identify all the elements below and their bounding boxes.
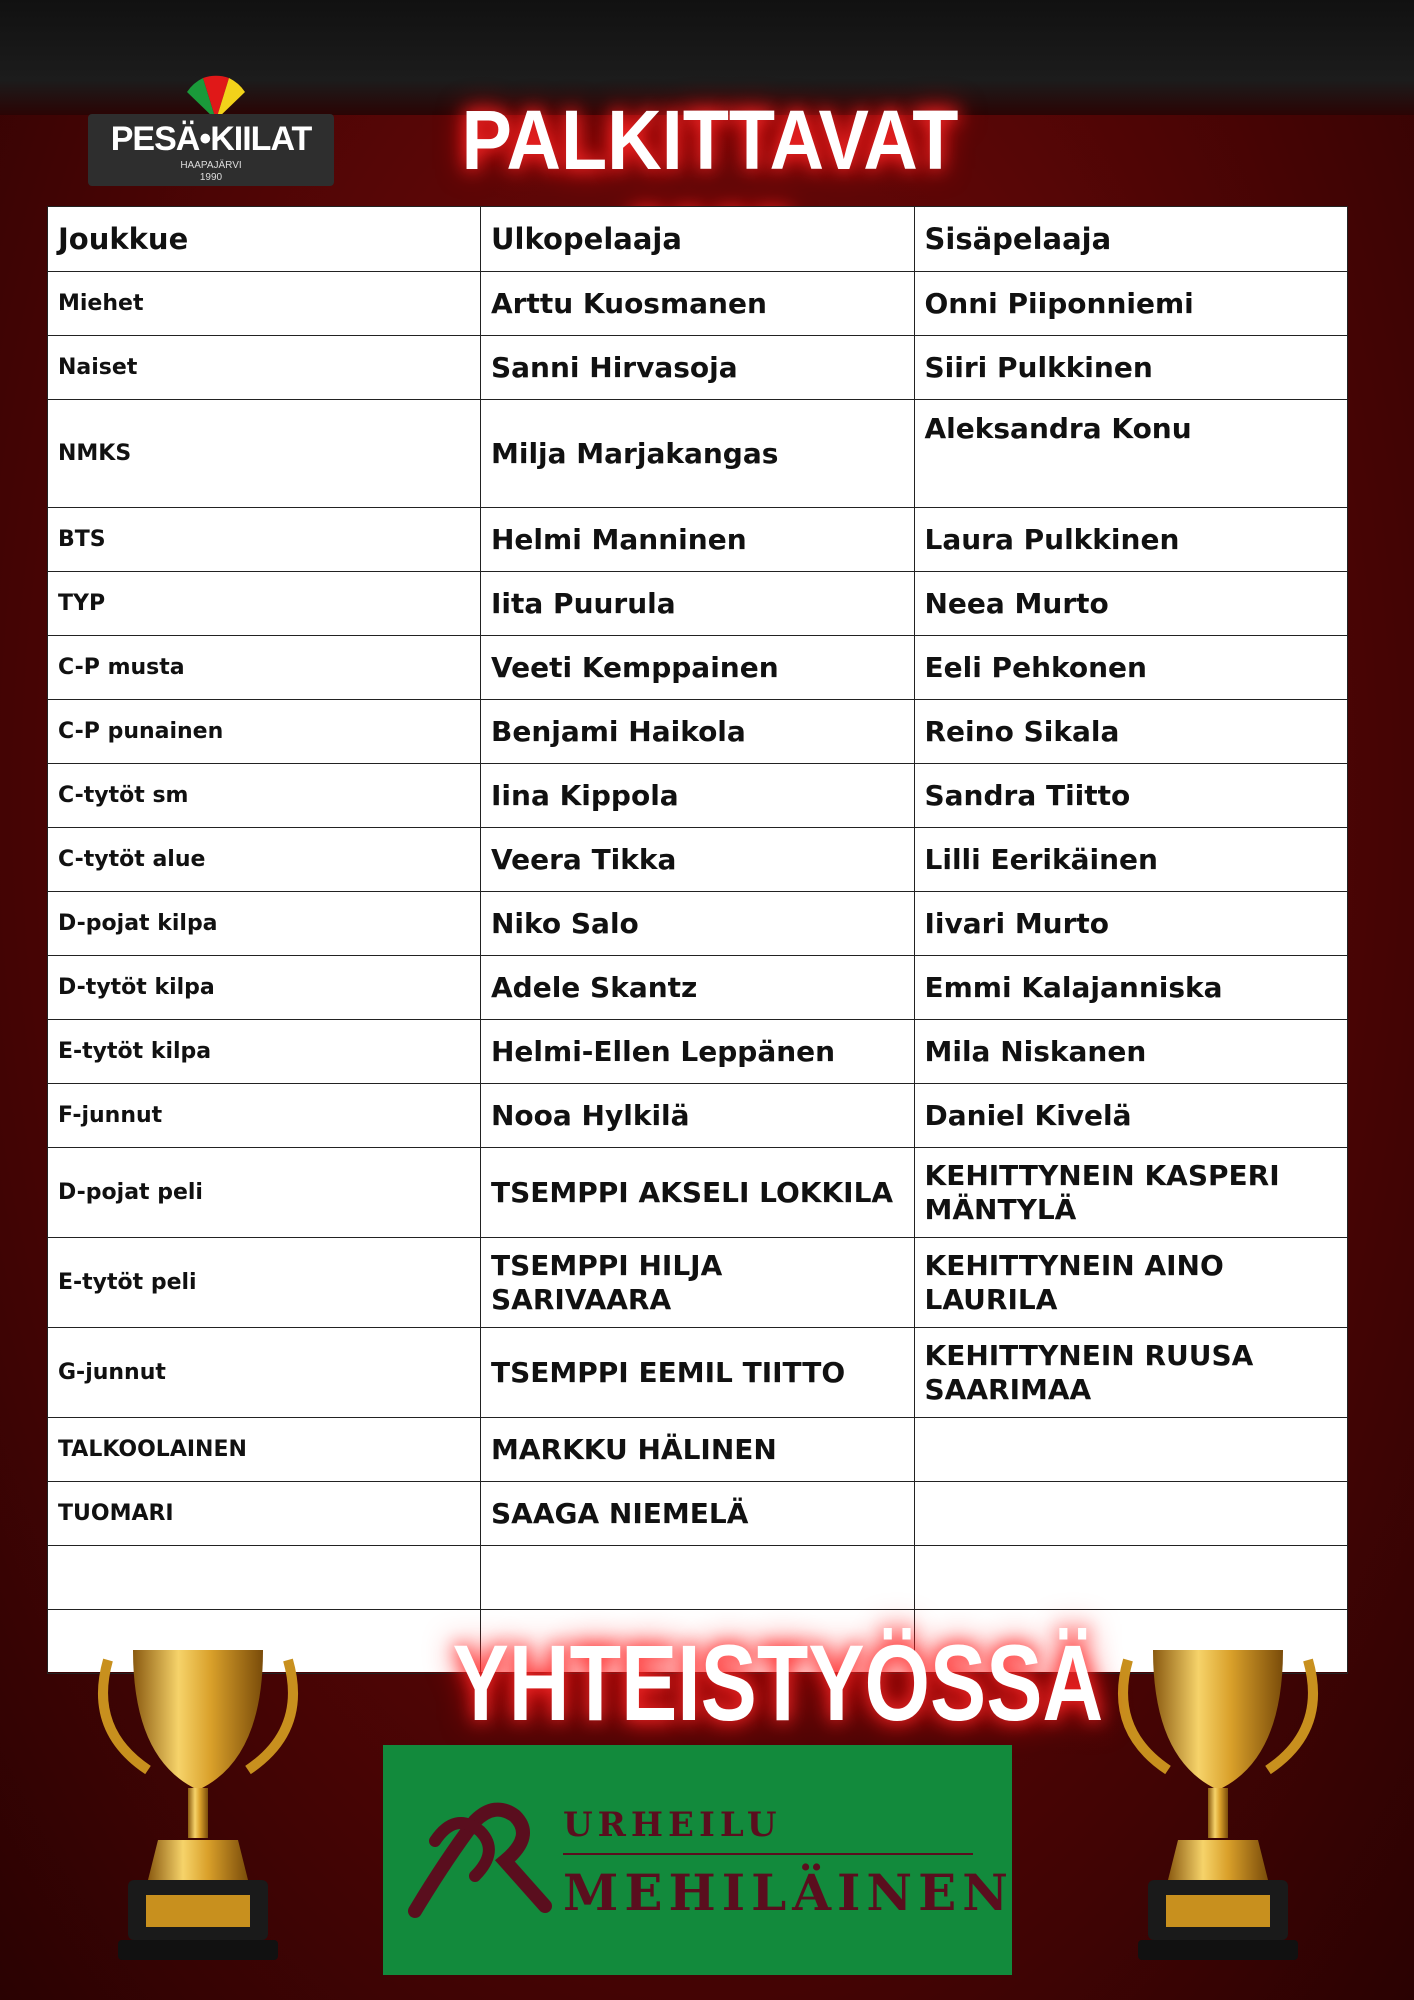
team-cell: TUOMARI [48,1482,481,1546]
table-row [48,636,1348,700]
outfield-player-cell: Veeti Kemppainen [481,636,915,700]
infield-player-cell: KEHITTYNEIN KASPERI MÄNTYLÄ [914,1148,1348,1238]
table-row [48,1482,1348,1546]
infield-player-cell: Mila Niskanen [914,1020,1348,1084]
infield-player-cell: Laura Pulkkinen [914,508,1348,572]
outfield-player-cell: Niko Salo [481,892,915,956]
table-row [48,828,1348,892]
team-cell: D-pojat kilpa [48,892,481,956]
infield-player-cell: Onni Piiponniemi [914,272,1348,336]
table-row [48,572,1348,636]
team-cell: C-P musta [48,636,481,700]
outfield-player-cell: TSEMPPI EEMIL TIITTO [481,1328,915,1418]
team-cell: E-tytöt kilpa [48,1020,481,1084]
team-cell: Miehet [48,272,481,336]
logo-location [88,160,334,184]
sponsor-bottom-text: MEHILÄINEN [563,1863,1014,1922]
table-row [48,336,1348,400]
table-row [48,1328,1348,1418]
outfield-player-cell: Milja Marjakangas [481,400,915,508]
sponsor-top-text: URHEILU [563,1805,782,1845]
table-row [48,508,1348,572]
team-cell: C-P punainen [48,700,481,764]
table-row [48,956,1348,1020]
infield-player-cell: Siiri Pulkkinen [914,336,1348,400]
logo-box [88,114,334,186]
infield-player-cell: Daniel Kivelä [914,1084,1348,1148]
sponsor-divider [563,1853,973,1855]
outfield-player-cell: Nooa Hylkilä [481,1084,915,1148]
outfield-player-cell: TSEMPPI HILJA SARIVAARA [481,1238,915,1328]
outfield-player-cell: Iina Kippola [481,764,915,828]
infield-player-cell: Aleksandra Konu [914,400,1348,508]
infield-player-cell: Neea Murto [914,572,1348,636]
trophy-icon [1108,1640,1328,1970]
awards-table-wrap [47,206,1348,1672]
table-row [48,764,1348,828]
team-cell: G-junnut [48,1328,481,1418]
table-row [48,1418,1348,1482]
team-cell: D-pojat peli [48,1148,481,1238]
outfield-player-cell: TSEMPPI AKSELI LOKKILA [481,1148,915,1238]
outfield-player-cell [481,1546,915,1610]
outfield-player-cell: SAAGA NIEMELÄ [481,1482,915,1546]
table-row [48,892,1348,956]
outfield-player-cell: Veera Tikka [481,828,915,892]
infield-player-cell: Sandra Tiitto [914,764,1348,828]
outfield-player-cell: Benjami Haikola [481,700,915,764]
mehilainen-mark-icon [405,1801,555,1921]
outfield-player-cell: Adele Skantz [481,956,915,1020]
table-row [48,272,1348,336]
outfield-player-cell: Sanni Hirvasoja [481,336,915,400]
team-cell: Naiset [48,336,481,400]
page-title: PALKITTAVAT [461,93,959,187]
team-cell: NMKS [48,400,481,508]
trophy-icon [88,1640,308,1970]
infield-player-cell [914,1482,1348,1546]
table-row [48,1546,1348,1610]
team-cell: TYP [48,572,481,636]
infield-player-cell: Eeli Pehkonen [914,636,1348,700]
infield-player-cell: Reino Sikala [914,700,1348,764]
logo-location-text: HAAPAJÄRVI [180,160,242,171]
column-header: Ulkopelaaja [481,207,915,272]
awards-table [47,206,1348,1674]
infield-player-cell: KEHITTYNEIN RUUSA SAARIMAA [914,1328,1348,1418]
team-cell: TALKOOLAINEN [48,1418,481,1482]
infield-player-cell: KEHITTYNEIN AINO LAURILA [914,1238,1348,1328]
infield-player-cell [914,1546,1348,1610]
outfield-player-cell: Arttu Kuosmanen [481,272,915,336]
column-header: Joukkue [48,207,481,272]
logo-year: 1990 [199,172,223,183]
logo-name: PESÄ•KIILAT [110,120,312,158]
table-row [48,1084,1348,1148]
outfield-player-cell: MARKKU HÄLINEN [481,1418,915,1482]
cooperation-banner: YHTEISTYÖSSÄ [452,1622,1104,1743]
team-cell: F-junnut [48,1084,481,1148]
infield-player-cell: Iivari Murto [914,892,1348,956]
team-cell: C-tytöt sm [48,764,481,828]
table-row [48,400,1348,508]
outfield-player-cell: Helmi Manninen [481,508,915,572]
infield-player-cell: Emmi Kalajanniska [914,956,1348,1020]
sponsor-logo [383,1745,1012,1975]
table-header-row [48,207,1348,272]
team-cell: BTS [48,508,481,572]
team-cell: D-tytöt kilpa [48,956,481,1020]
table-row [48,700,1348,764]
infield-player-cell [914,1418,1348,1482]
table-row [48,1020,1348,1084]
team-cell: C-tytöt alue [48,828,481,892]
outfield-player-cell: Iita Puurula [481,572,915,636]
table-row [48,1238,1348,1328]
column-header: Sisäpelaaja [914,207,1348,272]
infield-player-cell: Lilli Eerikäinen [914,828,1348,892]
outfield-player-cell: Helmi-Ellen Leppänen [481,1020,915,1084]
club-logo [88,70,334,190]
team-cell [48,1546,481,1610]
table-row [48,1148,1348,1238]
team-cell: E-tytöt peli [48,1238,481,1328]
